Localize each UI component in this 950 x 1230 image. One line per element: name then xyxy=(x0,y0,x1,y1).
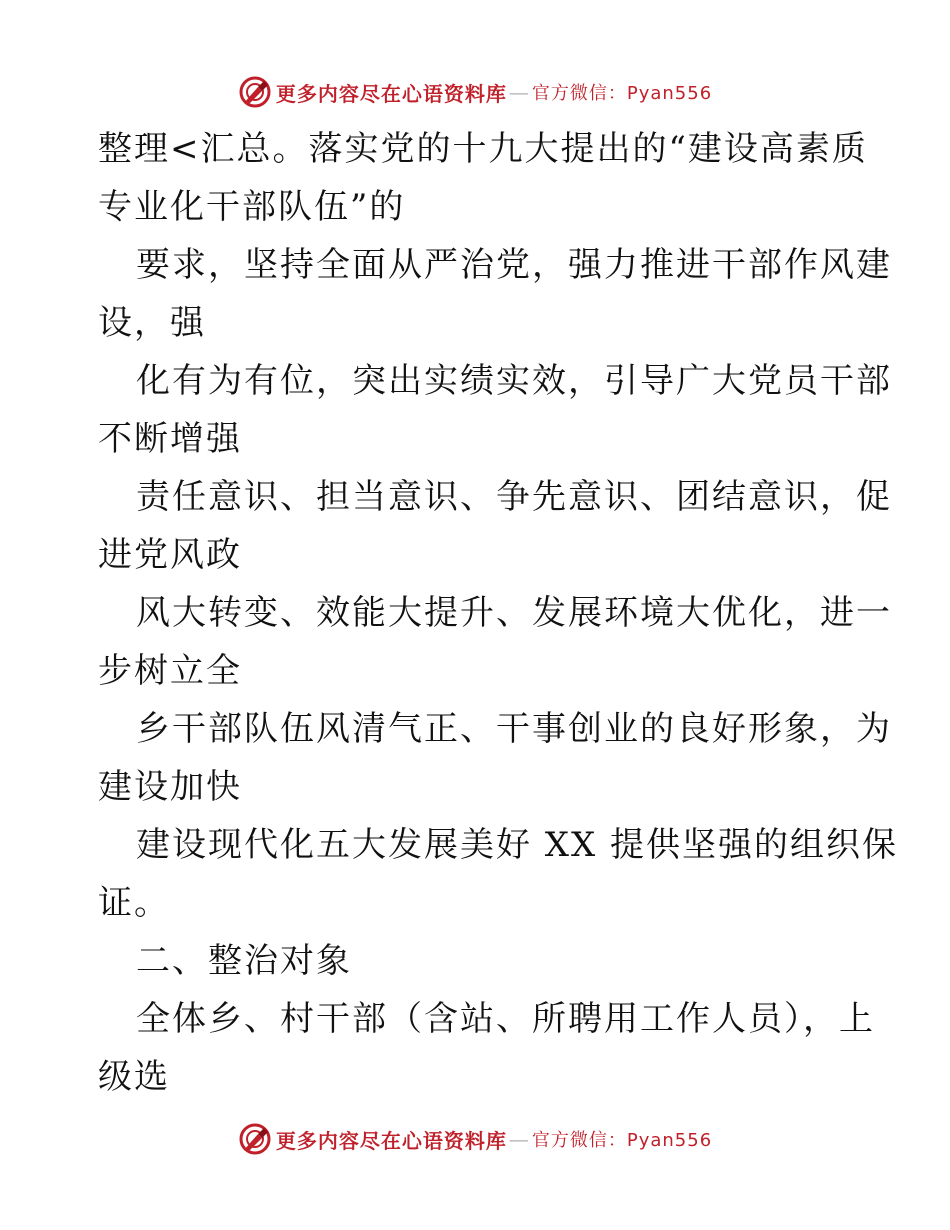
text-line: 全体乡、村干部（含站、所聘用工作人员），上 xyxy=(136,999,875,1039)
text-line: 专业化干部队伍”的 xyxy=(98,187,406,227)
text-line: 建设现代化五大发展美好 XX 提供坚强的组织保 xyxy=(136,825,899,865)
text-line: 要求，坚持全面从严治党，强力推进干部作风建 xyxy=(136,245,892,285)
text-line: 设，强 xyxy=(98,303,206,343)
banner-main-text: 更多内容尽在心语资料库 xyxy=(275,1128,507,1153)
pen-logo-icon xyxy=(238,1122,272,1156)
text-line: 二、整治对象 xyxy=(136,941,352,981)
header-banner xyxy=(0,72,950,112)
footer-banner xyxy=(0,1119,950,1159)
banner-dash: — xyxy=(508,80,530,104)
banner-wechat-text: 官方微信：Pyan556 xyxy=(531,83,713,104)
text-line: 不断增强 xyxy=(98,419,242,459)
text-line: 责任意识、担当意识、争先意识、团结意识，促 xyxy=(136,477,892,517)
text-line: 化有为有位，突出实绩实效，引导广大党员干部 xyxy=(136,361,892,401)
banner-main-text: 更多内容尽在心语资料库 xyxy=(275,81,507,106)
text-line: 级选 xyxy=(98,1057,170,1097)
banner-dash: — xyxy=(508,1127,530,1151)
banner-wechat-text: 官方微信：Pyan556 xyxy=(531,1130,713,1151)
text-line: 整理<汇总。落实党的十九大提出的“建设高素质 xyxy=(98,129,868,169)
text-line: 证。 xyxy=(98,883,170,923)
document-body xyxy=(98,120,899,1106)
text-line: 步树立全 xyxy=(98,651,242,691)
pen-logo-icon xyxy=(238,75,272,109)
text-line: 建设加快 xyxy=(98,767,242,807)
text-line: 乡干部队伍风清气正、干事创业的良好形象，为 xyxy=(136,709,892,749)
text-line: 风大转变、效能大提升、发展环境大优化，进一 xyxy=(136,593,892,633)
text-line: 进党风政 xyxy=(98,535,242,575)
